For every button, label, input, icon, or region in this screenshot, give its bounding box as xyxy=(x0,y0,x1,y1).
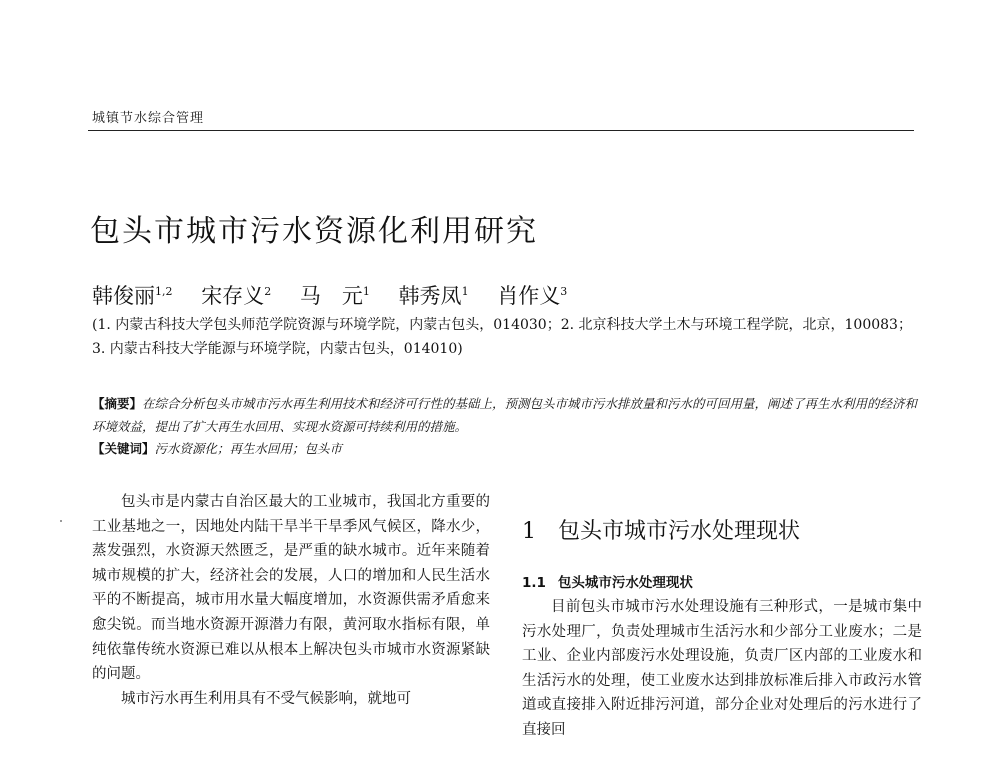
author-affil-marker: 1,2 xyxy=(155,285,173,298)
scan-speck xyxy=(60,520,62,522)
author-name: 宋存义 xyxy=(201,284,265,308)
subsection-title: 包头城市污水处理现状 xyxy=(557,575,693,591)
author-name: 韩秀凤 xyxy=(398,284,462,308)
subsection-heading xyxy=(522,571,922,591)
author-list xyxy=(92,280,589,310)
subsection-number: 1.1 xyxy=(522,575,546,591)
abstract xyxy=(92,392,922,438)
running-header: 城镇节水综合管理 xyxy=(92,111,205,126)
section-title: 包头市城市污水处理现状 xyxy=(558,519,801,544)
author xyxy=(399,284,469,308)
abstract-label: 【摘要】 xyxy=(92,396,143,411)
author xyxy=(201,284,271,308)
author xyxy=(497,284,567,308)
author-affil-marker: 2 xyxy=(264,285,272,298)
author-name: 肖作义 xyxy=(497,284,561,308)
author-affil-marker: 1 xyxy=(362,285,370,298)
right-column xyxy=(522,514,922,743)
body-paragraph: 城市污水再生利用具有不受气候影响，就地可 xyxy=(121,690,411,707)
keywords-text: 污水资源化；再生水回用；包头市 xyxy=(154,441,343,456)
left-column xyxy=(92,490,490,711)
section-heading xyxy=(522,514,922,545)
keywords xyxy=(92,439,342,457)
author-affil-marker: 3 xyxy=(560,285,568,298)
body-paragraph: 目前包头市城市污水处理设施有三种形式，一是城市集中污水处理厂，负责处理城市生活污水和少部分工业废水；二是工业、企业内部废污水处理设施，负责厂区内部的工业废水和生活污水的处理，使工业废水达到排放标准后排入市政污水管道或直接排入附近排污河道，部分企业对处理后的污水进行了直接回 xyxy=(522,599,922,738)
affiliations: (1. 内蒙古科技大学包头师范学院资源与环境学院，内蒙古包头，014030；2. 北京科技大学土木与环境工程学院，北京，100083；3. 内蒙古科技大学能源与环境学院，内蒙古包头，014010) xyxy=(92,317,912,357)
author xyxy=(300,284,370,308)
body-paragraph: 包头市是内蒙古自治区最大的工业城市，我国北方重要的工业基地之一，因地处内陆干旱半干旱季风气候区，降水少，蒸发强烈，水资源天然匮乏，是严重的缺水城市。近年来随着城市规模的扩大，经济社会的发展，人口的增加和人民生活水平的不断提高，城市用水量大幅度增加，水资源供需矛盾愈来愈尖锐。而当地水资源开源潜力有限，黄河取水指标有限，单纯依靠传统水资源已难以从根本上解决包头市城市水资源紧缺的问题。 xyxy=(92,494,490,683)
author xyxy=(92,284,173,308)
header-rule xyxy=(88,130,914,131)
abstract-text: 在综合分析包头市城市污水再生利用技术和经济可行性的基础上，预测包头市城市污水排放量和污水的可回用量，阐述了再生水利用的经济和环境效益，提出了扩大再生水回用、实现水资源可持续利用的措施。 xyxy=(92,396,918,434)
keywords-label: 【关键词】 xyxy=(92,441,155,456)
author-name: 马 元 xyxy=(299,284,363,308)
author-name: 韩俊丽 xyxy=(92,284,155,308)
paper-title: 包头市城市污水资源化利用研究 xyxy=(90,214,538,249)
author-affil-marker: 1 xyxy=(461,285,469,298)
section-number: 1 xyxy=(522,519,536,544)
